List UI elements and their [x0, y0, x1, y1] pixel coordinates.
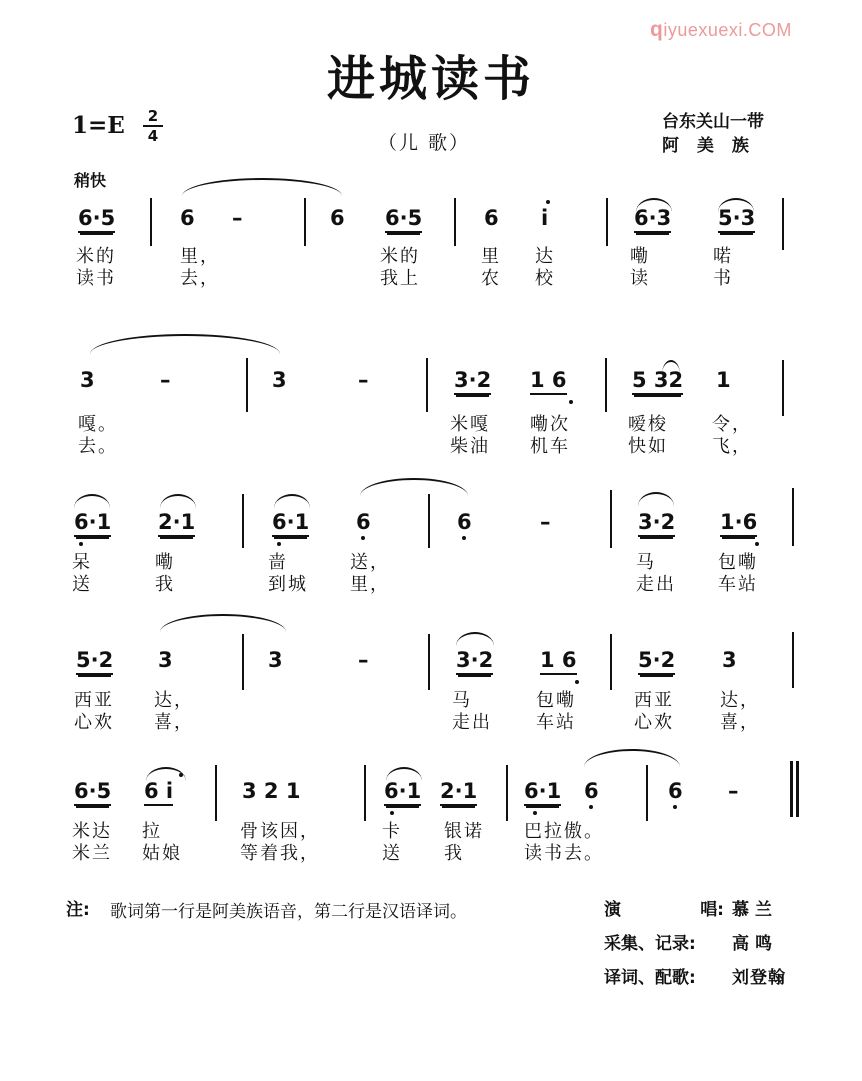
- note: 6·5: [78, 206, 115, 233]
- lyric-aboriginal: 嘞: [155, 552, 175, 573]
- barline: [506, 765, 508, 821]
- barline: [242, 634, 244, 690]
- lyric-chinese: 读书: [76, 268, 116, 289]
- note: 6: [356, 510, 371, 534]
- note-dash: –: [728, 779, 739, 803]
- lyric-chinese: 去，: [180, 268, 220, 289]
- low-octave-dot: [533, 811, 537, 815]
- barline: [426, 358, 428, 412]
- note: 6: [668, 779, 683, 803]
- barline: [782, 198, 784, 250]
- credit-name: 刘登翰: [732, 968, 786, 988]
- footnote-text: 歌词第一行是阿美族语音，第二行是汉语译词。: [110, 902, 467, 922]
- lyric-chinese: 车站: [536, 712, 576, 733]
- note-dash: –: [540, 510, 551, 534]
- lyric-chinese: 快如: [628, 436, 668, 457]
- note: 6: [180, 206, 195, 230]
- lyric-aboriginal: 令，: [712, 414, 752, 435]
- note: 3·2: [454, 368, 491, 395]
- tie-slur: [182, 178, 342, 196]
- score-line-5: [0, 745, 862, 875]
- lyric-aboriginal: 包嘞: [718, 552, 758, 573]
- credits: [604, 893, 786, 995]
- note: 6·5: [74, 779, 111, 806]
- lyric-aboriginal: 马: [636, 552, 656, 573]
- barline: [606, 198, 608, 246]
- barline: [428, 494, 430, 548]
- low-octave-dot: [361, 536, 365, 540]
- note: 3 2 1: [242, 779, 301, 803]
- tie-slur: [90, 334, 280, 354]
- note: 6·1: [384, 779, 421, 806]
- genre-label: （儿 歌）: [378, 132, 471, 154]
- barline: [150, 198, 152, 246]
- time-signature-top: 2: [147, 107, 159, 125]
- low-octave-dot: [79, 542, 83, 546]
- lyric-chinese: 读书去。: [524, 843, 604, 864]
- lyric-chinese: 走出: [452, 712, 492, 733]
- tie-slur: [360, 478, 468, 496]
- note: 1 6: [530, 368, 567, 395]
- credit-row-singer: [604, 893, 786, 927]
- note: 6·1: [272, 510, 309, 537]
- lyric-chinese: 里，: [350, 574, 390, 595]
- lyric-aboriginal: 送，: [350, 552, 390, 573]
- note: 5·3: [718, 206, 755, 233]
- low-octave-dot: [462, 536, 466, 540]
- note: 2·1: [440, 779, 477, 806]
- lyric-aboriginal: 西亚: [74, 690, 114, 711]
- lyric-chinese: 走出: [636, 574, 676, 595]
- note: 3: [268, 648, 283, 672]
- key-signature: 1=E: [72, 112, 125, 139]
- low-octave-dot: [589, 805, 593, 809]
- tie-slur: [584, 749, 680, 767]
- barline: [215, 765, 217, 821]
- lyric-aboriginal: 里: [481, 246, 501, 267]
- lyric-chinese: 我上: [380, 268, 420, 289]
- barline: [242, 494, 244, 548]
- tempo-marking: 稍快: [74, 171, 107, 190]
- low-octave-dot: [277, 542, 281, 546]
- barline: [304, 198, 306, 246]
- lyric-chinese: 我: [444, 843, 464, 864]
- lyric-aboriginal: 米的: [380, 246, 420, 267]
- lyric-aboriginal: 拉: [142, 821, 162, 842]
- lyric-chinese: 书: [713, 268, 733, 289]
- slur: [74, 494, 110, 508]
- lyric-chinese: 柴油: [450, 436, 490, 457]
- slur: [638, 492, 674, 506]
- barline: [792, 632, 794, 688]
- note: 1·6: [720, 510, 757, 537]
- tie-slur: [160, 614, 286, 632]
- lyric-chinese: 我: [155, 574, 175, 595]
- lyric-chinese: 心欢: [634, 712, 674, 733]
- credit-role: [604, 893, 724, 927]
- note: 1 6: [540, 648, 577, 675]
- slur: [160, 494, 196, 508]
- lyric-aboriginal: 包嘞: [536, 690, 576, 711]
- lyric-aboriginal: 巴拉傲。: [524, 821, 604, 842]
- lyric-aboriginal: 呆: [72, 552, 92, 573]
- credit-role-part: 演: [604, 900, 621, 920]
- note: 5·2: [638, 648, 675, 675]
- lyric-chinese: 喜，: [154, 712, 194, 733]
- score-line-3: [0, 470, 862, 600]
- barline: [428, 634, 430, 690]
- note: 5 32: [632, 368, 683, 395]
- lyric-aboriginal: 米达: [72, 821, 112, 842]
- barline: [246, 358, 248, 412]
- note: 6: [457, 510, 472, 534]
- final-double-barline: [796, 761, 799, 817]
- credit-name: 慕兰: [732, 900, 778, 920]
- lyric-chinese: 送: [382, 843, 402, 864]
- lyric-aboriginal: 骨该因，: [240, 821, 320, 842]
- lyric-aboriginal: 达，: [720, 690, 760, 711]
- lyric-aboriginal: 银诺: [444, 821, 484, 842]
- lyric-chinese: 等着我，: [240, 843, 320, 864]
- lyric-chinese: 校: [535, 268, 555, 289]
- barline: [364, 765, 366, 821]
- high-octave-dot: [546, 200, 550, 204]
- lyric-aboriginal: 马: [452, 690, 472, 711]
- note: 6: [584, 779, 599, 803]
- lyric-aboriginal: 西亚: [634, 690, 674, 711]
- lyric-chinese: 机车: [530, 436, 570, 457]
- lyric-chinese: 米兰: [72, 843, 112, 864]
- time-signature-bottom: 4: [147, 127, 159, 145]
- lyric-chinese: 心欢: [74, 712, 114, 733]
- credit-role-part: 唱:: [700, 900, 724, 920]
- barline: [610, 490, 612, 548]
- lyric-chinese: 去。: [78, 436, 118, 457]
- note-dash: –: [232, 206, 243, 230]
- song-title: 进城读书: [326, 51, 535, 107]
- note: 6 i: [144, 779, 173, 806]
- credit-role: 采集、记录:: [604, 934, 696, 954]
- lyric-aboriginal: 嘞: [630, 246, 650, 267]
- barline: [646, 765, 648, 821]
- lyric-chinese: 姑娘: [142, 843, 182, 864]
- barline: [610, 634, 612, 690]
- barline: [782, 360, 784, 416]
- watermark-prefix: q: [650, 18, 664, 41]
- low-octave-dot: [575, 680, 579, 684]
- note: 6·1: [524, 779, 561, 806]
- note-dash: –: [358, 368, 369, 392]
- score-line-1: [0, 180, 862, 300]
- lyric-aboriginal: 嗳梭: [628, 414, 668, 435]
- note: 6·3: [634, 206, 671, 233]
- origin-ethnicity: 阿 美 族: [662, 136, 755, 156]
- lyric-aboriginal: 米嘎: [450, 414, 490, 435]
- lyric-chinese: 农: [481, 268, 501, 289]
- lyric-aboriginal: 达: [535, 246, 555, 267]
- credit-role: 译词、配歌:: [604, 968, 696, 988]
- note-dash: –: [358, 648, 369, 672]
- lyric-aboriginal: 卡: [382, 821, 402, 842]
- low-octave-dot: [390, 811, 394, 815]
- note-dash: –: [160, 368, 171, 392]
- final-double-barline: [790, 761, 793, 817]
- barline: [605, 358, 607, 412]
- note: 3: [272, 368, 287, 392]
- barline: [792, 488, 794, 546]
- note: 3: [158, 648, 173, 672]
- lyric-chinese: 飞，: [712, 436, 752, 457]
- lyric-chinese: 喜，: [720, 712, 760, 733]
- note: 6·1: [74, 510, 111, 537]
- low-octave-dot: [673, 805, 677, 809]
- note: 5·2: [76, 648, 113, 675]
- credit-row-collector: [604, 927, 786, 961]
- note: 6·5: [385, 206, 422, 233]
- slur: [456, 632, 494, 646]
- origin-info: [662, 110, 764, 158]
- time-signature: [143, 108, 163, 144]
- low-octave-dot: [569, 400, 573, 404]
- barline: [454, 198, 456, 246]
- credit-name: 高鸣: [732, 934, 778, 954]
- note: 3·2: [638, 510, 675, 537]
- note: 3·2: [456, 648, 493, 675]
- slur: [274, 494, 310, 508]
- lyric-chinese: 读: [630, 268, 650, 289]
- lyric-aboriginal: 喏: [713, 246, 733, 267]
- note: 3: [80, 368, 95, 392]
- note: 6: [330, 206, 345, 230]
- origin-region: 台东关山一带: [662, 112, 764, 132]
- lyric-aboriginal: 嘎。: [78, 414, 118, 435]
- watermark: [650, 18, 792, 42]
- credit-row-translator: [604, 961, 786, 995]
- note: 1: [716, 368, 731, 392]
- low-octave-dot: [755, 542, 759, 546]
- lyric-aboriginal: 米的: [76, 246, 116, 267]
- high-octave-dot: [179, 773, 183, 777]
- note: 2·1: [158, 510, 195, 537]
- score-line-4: [0, 610, 862, 740]
- lyric-aboriginal: 达，: [154, 690, 194, 711]
- watermark-text: iyuexuexi.COM: [663, 20, 792, 40]
- lyric-aboriginal: 嘞次: [530, 414, 570, 435]
- note: 3: [722, 648, 737, 672]
- lyric-chinese: 到城: [268, 574, 308, 595]
- lyric-aboriginal: 啬: [268, 552, 288, 573]
- note: 6: [484, 206, 499, 230]
- lyric-chinese: 车站: [718, 574, 758, 595]
- score-line-2: [0, 330, 862, 460]
- lyric-aboriginal: 里，: [180, 246, 220, 267]
- lyric-chinese: 送: [72, 574, 92, 595]
- note: i: [541, 206, 549, 230]
- footnote-label: 注:: [66, 900, 90, 920]
